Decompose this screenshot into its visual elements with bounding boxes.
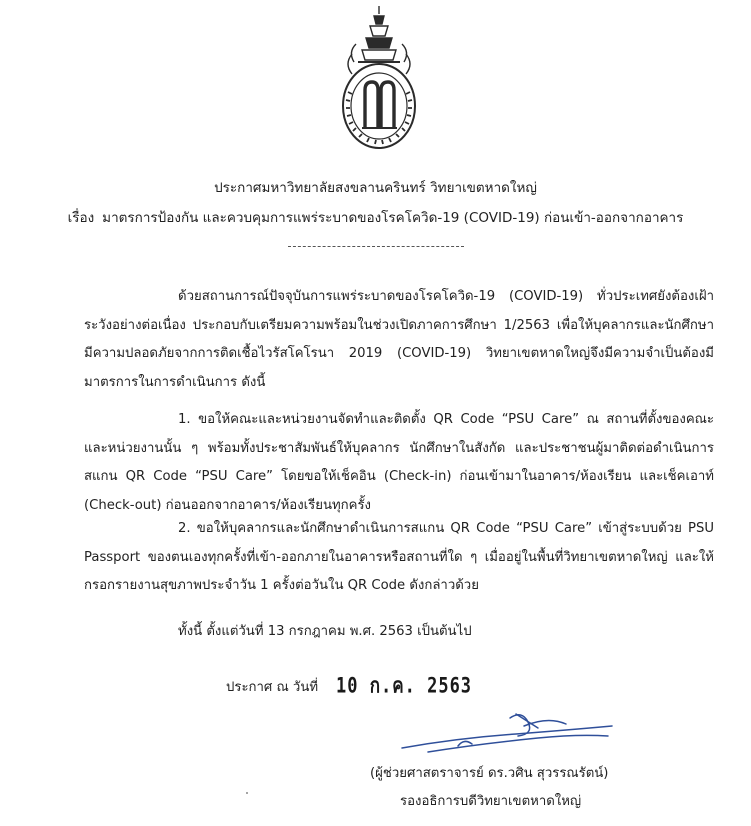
announcement-label: ประกาศ ณ วันที่ (226, 680, 319, 695)
university-seal-logo (334, 4, 424, 152)
paper-speck (246, 792, 248, 794)
signer-name: (ผู้ช่วยศาสตราจารย์ ดร.วศิน สุวรรณรัตน์) (370, 766, 609, 781)
signature-mark (398, 708, 620, 764)
handwritten-date: 10 ก.ค. 2563 (336, 673, 473, 699)
university-heading: ประกาศมหาวิทยาลัยสงขลานครินทร์ วิทยาเขตหาดใหญ่ (214, 180, 537, 196)
subject-label: เรื่อง (67, 210, 95, 226)
measure-item-1: 1. ขอให้คณะและหน่วยงานจัดทำและติดตั้ง QR Code “PSU Care” ณ สถานที่ตั้งของคณะและหน่วยงานนั้น ๆ พร้อมทั้งประชาสัมพันธ์ให้บุคลากร นักศึกษาในสังกัด และประชาชนผู้มาติดต่อดำเนินการสแกน QR Code “PSU Care” โดยขอให้เช็คอิน (Check-in) ก่อนเข้ามาในอาคาร/ห้องเรียน และเช็คเอาท์ (Check-out) ก่อนออกจากอาคาร/ห้องเรียนทุกครั้ง (84, 412, 714, 513)
document-header (0, 173, 751, 233)
announcement-date-line (226, 672, 472, 702)
subject-line (0, 203, 751, 233)
intro-paragraph: ด้วยสถานการณ์ปัจจุบันการแพร่ระบาดของโรคโควิด-19 (COVID-19) ทั่วประเทศยังต้องเฝ้าระวังอย่างต่อเนื่อง ประกอบกับเตรียมความพร้อมในช่วงเปิดภาคการศึกษา 1/2563 เพื่อให้บุคลากรและนักศึกษามีความปลอดภัยจากการติดเชื้อไวรัสโคโรนา 2019 (COVID-19) วิทยาเขตหาดใหญ่จึงมีความจำเป็นต้องมีมาตรการในการดำเนินการ ดังนี้ (84, 289, 714, 390)
signer-title: รองอธิการบดีวิทยาเขตหาดใหญ่ (400, 794, 582, 809)
effective-date-line: ทั้งนี้ ตั้งแต่วันที่ 13 กรกฎาคม พ.ศ. 2563 เป็นต้นไป (178, 624, 472, 639)
measure-item-2: 2. ขอให้บุคลากรและนักศึกษาดำเนินการสแกน QR Code “PSU Care” เข้าสู่ระบบด้วย PSU Passport ของตนเองทุกครั้งที่เข้า-ออกภายในอาคารหรือสถานที่ใด ๆ เมื่ออยู่ในพื้นที่วิทยาเขตหาดใหญ่ และให้กรอกรายงานสุขภาพประจำวัน 1 ครั้งต่อวันใน QR Code ดังกล่าวด้วย (84, 521, 714, 593)
subject-text: มาตรการป้องกัน และควบคุมการแพร่ระบาดของโรคโควิด-19 (COVID-19) ก่อนเข้า-ออกจากอาคาร (102, 210, 684, 226)
header-divider (288, 246, 464, 247)
